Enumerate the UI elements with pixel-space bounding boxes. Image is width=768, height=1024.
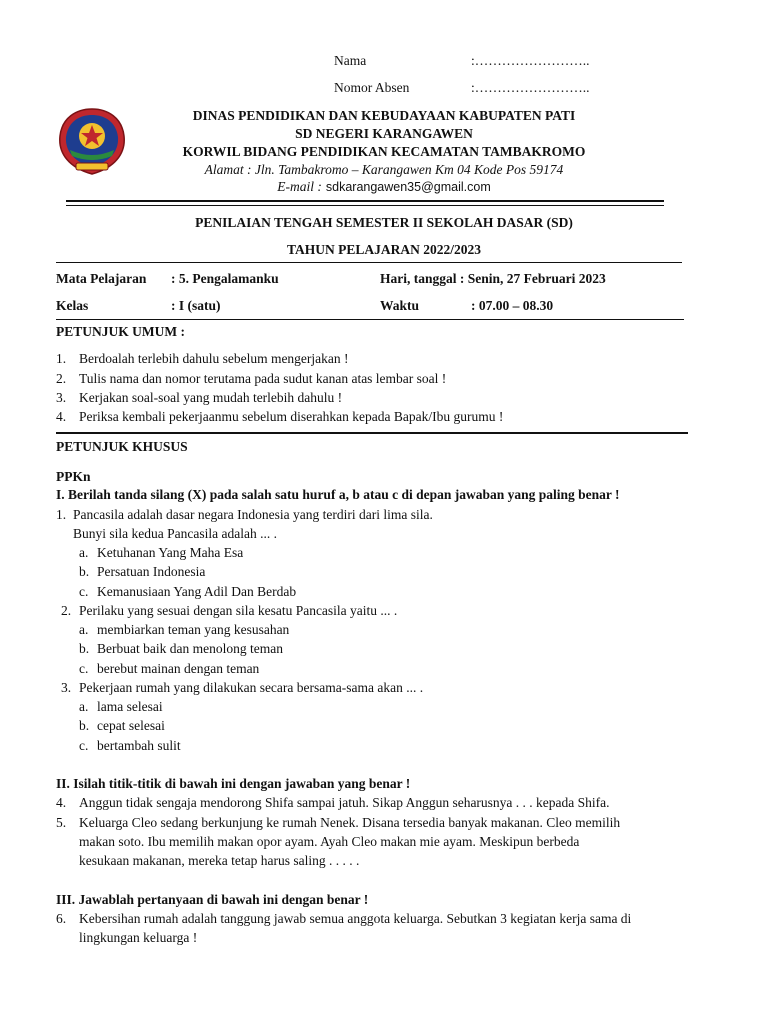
name-label: Nama [334,53,367,68]
header-email [140,178,628,196]
q5-text-line-2: makan soto. Ibu memilih makan opor ayam. Ayah Cleo makan mie ayam. Meskipun berbeda [79,834,580,849]
q2-text: Perilaku yang sesuai dengan sila kesatu Pancasila yaitu ... . [79,603,398,618]
q6-text-line-1: Kebersihan rumah adalah tanggung jawab semua anggota keluarga. Sebutkan 3 kegiatan kerja sama di [79,911,632,926]
general-item-4: Periksa kembali pekerjaanmu sebelum diserahkan kepada Bapak/Ibu gurumu ! [79,409,504,424]
class-value: : I (satu) [171,298,221,313]
subject-ppkn: PPKn [56,469,91,484]
header-school: SD NEGERI KARANGAWEN [295,126,473,141]
q2-option-a-letter: a. [79,622,89,637]
q3-number: 3. [61,680,72,695]
class-label: Kelas [56,298,89,313]
q1-option-c: Kemanusiaan Yang Adil Dan Berdab [97,584,297,599]
q3-option-a-letter: a. [79,699,89,714]
q5-number: 5. [56,815,67,830]
general-divider [56,432,688,434]
q2-option-a: membiarkan teman yang kesusahan [97,622,290,637]
q1-number: 1. [56,507,67,522]
header-divider-top [66,200,664,202]
q4-text: Anggun tidak sengaja mendorong Shifa sampai jatuh. Sikap Anggun seharusnya . . . kepada Shifa. [79,795,610,810]
subject-value: : 5. Pengalamanku [171,271,279,286]
general-item-3-num: 3. [56,390,67,405]
info-divider [56,319,684,320]
q1-text-2: Bunyi sila kedua Pancasila adalah ... . [73,526,277,541]
header-agency: DINAS PENDIDIKAN DAN KEBUDAYAAN KABUPATEN PATI [192,108,576,123]
general-item-3: Kerjakan soal-soal yang mudah terlebih dahulu ! [79,390,343,405]
general-item-2: Tulis nama dan nomor terutama pada sudut kanan atas lembar soal ! [79,371,447,386]
q2-option-c-letter: c. [79,661,89,676]
general-item-1-num: 1. [56,351,67,366]
email-value: sdkarangawen35@gmail.com [325,180,491,194]
header-address: Alamat : Jln. Tambakromo – Karangawen Km 04 Kode Pos 59174 [204,162,564,177]
q1-option-b: Persatuan Indonesia [97,564,206,579]
q3-option-c: bertambah sulit [97,738,181,753]
exam-title: PENILAIAN TENGAH SEMESTER II SEKOLAH DASAR (SD) [195,215,573,230]
school-emblem-icon [56,106,128,178]
q2-option-c: berebut mainan dengan teman [97,661,260,676]
special-heading: PETUNJUK KHUSUS [56,439,188,454]
section-3-instruction: III. Jawablah pertanyaan di bawah ini dengan benar ! [56,892,369,907]
q4-number: 4. [56,795,67,810]
q1-option-a: Ketuhanan Yang Maha Esa [97,545,244,560]
q6-number: 6. [56,911,67,926]
header-divider-bottom [66,205,664,206]
general-item-1: Berdoalah terlebih dahulu sebelum mengerjakan ! [79,351,349,366]
q3-option-c-letter: c. [79,738,89,753]
q1-option-a-letter: a. [79,545,89,560]
q3-option-b-letter: b. [79,718,90,733]
q2-option-b-letter: b. [79,641,90,656]
general-item-4-num: 4. [56,409,67,424]
q1-option-c-letter: c. [79,584,89,599]
q1-text: Pancasila adalah dasar negara Indonesia yang terdiri dari lima sila. [73,507,433,522]
header-korwil: KORWIL BIDANG PENDIDIKAN KECAMATAN TAMBAKROMO [182,144,586,159]
q2-number: 2. [61,603,72,618]
time-value: : 07.00 – 08.30 [471,298,554,313]
date-info: Hari, tanggal : Senin, 27 Februari 2023 [380,271,606,286]
q3-option-a: lama selesai [97,699,163,714]
section-2-instruction: II. Isilah titik-titik di bawah ini dengan jawaban yang benar ! [56,776,411,791]
email-label: E-mail : [277,179,322,194]
general-heading: PETUNJUK UMUM : [56,324,185,339]
q5-text-line-1: Keluarga Cleo sedang berkunjung ke rumah Nenek. Disana tersedia banyak makanan. Cleo memilih [79,815,621,830]
section-1-instruction: I. Berilah tanda silang (X) pada salah satu huruf a, b atau c di depan jawaban yang paling benar ! [56,487,620,502]
q6-text-line-2: lingkungan keluarga ! [79,930,198,945]
absen-dots: :…………………….. [471,80,590,95]
q1-option-b-letter: b. [79,564,90,579]
absen-label: Nomor Absen [334,80,410,95]
q5-text-line-3: kesukaan makanan, mereka tetap harus saling . . . . . [79,853,360,868]
time-label: Waktu [380,298,420,313]
q2-option-b: Berbuat baik dan menolong teman [97,641,283,656]
q3-text: Pekerjaan rumah yang dilakukan secara bersama-sama akan ... . [79,680,424,695]
subject-label: Mata Pelajaran [56,271,147,286]
exam-year: TAHUN PELAJARAN 2022/2023 [286,242,481,257]
name-dots: :…………………….. [471,53,590,68]
q3-option-b: cepat selesai [97,718,165,733]
title-divider [56,262,682,263]
general-item-2-num: 2. [56,371,67,386]
